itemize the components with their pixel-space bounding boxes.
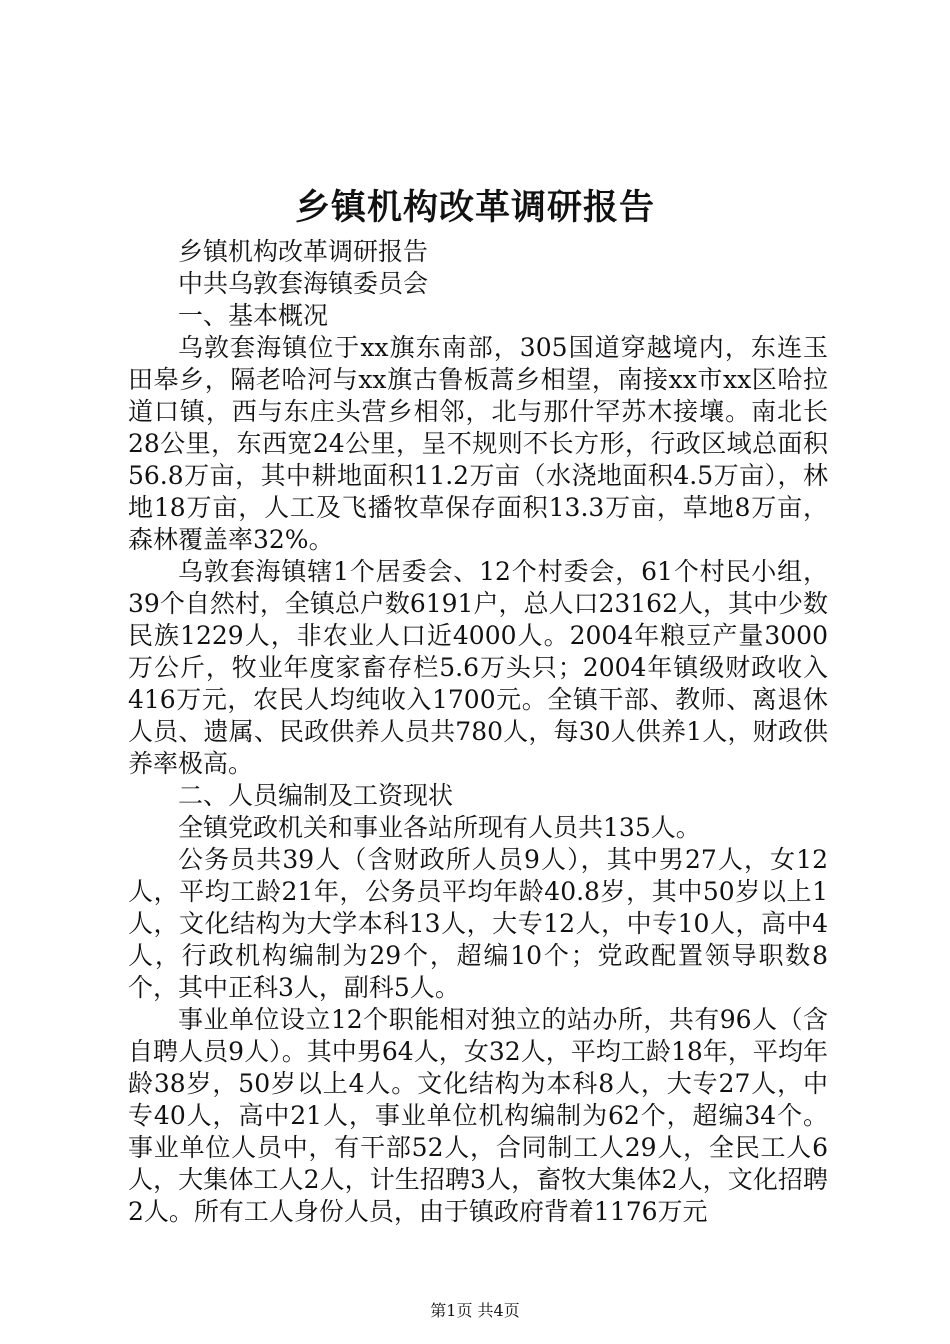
paragraph-civil-servants: 公务员共39人（含财政所人员9人），其中男27人，女12人，平均工龄21年，公务员平均年龄40.8岁，其中50岁以上1人，文化结构为大学本科13人，大专12人，中专10人，高中4人，行政机构编制为29个，超编10个；党政配置领导职数8个，其中正科3人，副科5人。 [128, 845, 828, 1002]
section-heading-staffing: 二、人员编制及工资现状 [178, 781, 454, 810]
paragraph-population: 乌敦套海镇辖1个居委会、12个村委会，61个村民小组，39个自然村，全镇总户数6191户，总人口23162人，其中少数民族1229人，非农业人口近4000人。2004年粮豆产量3000万公斤，牧业年度家畜存栏5.6万头只；2004年镇级财政收入416万元，农民人均纯收入1700元。全镇干部、教师、离退休人员、遗属、民政供养人员共780人，每30人供养1人，财政供养率极高。 [128, 557, 828, 778]
section-heading-basic-overview: 一、基本概况 [178, 301, 329, 330]
paragraph-location: 乌敦套海镇位于xx旗东南部，305国道穿越境内，东连玉田皋乡，隔老哈河与xx旗古鲁板蒿乡相望，南接xx市xx区哈拉道口镇，西与东庄头营乡相邻，北与那什罕苏木接壤。南北长28公里，东西宽24公里，呈不规则不长方形，行政区域总面积56.8万亩，其中耕地面积11.2万亩（水浇地面积4.5万亩），林地18万亩，人工及飞播牧草保存面积13.3万亩，草地8万亩，森林覆盖率32%。 [128, 333, 828, 554]
paragraph-staff-total: 全镇党政机关和事业各站所现有人员共135人。 [178, 813, 701, 842]
report-author: 中共乌敦套海镇委员会 [178, 269, 429, 298]
document-body [128, 236, 828, 1228]
paragraph-public-institutions: 事业单位设立12个职能相对独立的站办所，共有96人（含自聘人员9人）。其中男64人，女32人，平均工龄18年，平均年龄38岁，50岁以上4人。文化结构为本科8人，大专27人，中专40人，高中21人，事业单位机构编制为62个，超编34个。事业单位人员中，有干部52人，合同制工人29人，全民工人6人，大集体工人2人，计生招聘3人，畜牧大集体2人，文化招聘2人。所有工人身份人员，由于镇政府背着1176万元 [128, 1005, 828, 1226]
document-title: 乡镇机构改革调研报告 [294, 188, 655, 228]
report-subtitle: 乡镇机构改革调研报告 [178, 237, 429, 266]
page-footer: 第1页 共4页 [430, 1301, 520, 1320]
